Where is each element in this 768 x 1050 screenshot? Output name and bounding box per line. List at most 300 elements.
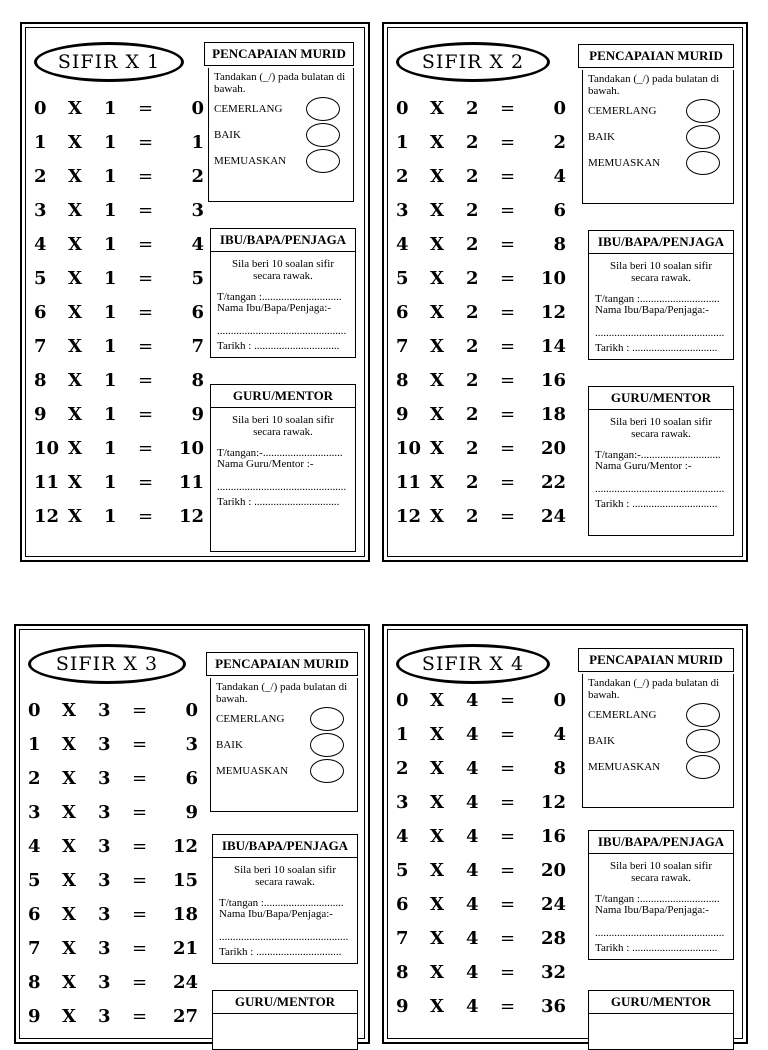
multiplier: 3: [98, 938, 111, 959]
rating-circle[interactable]: [310, 707, 344, 731]
multiplicand: 2: [34, 166, 47, 187]
multiplier: 2: [466, 234, 479, 255]
product: 20: [540, 860, 566, 881]
multiplier: 2: [466, 132, 479, 153]
multiplier: 2: [466, 166, 479, 187]
name-field[interactable]: ...............................................: [595, 928, 725, 939]
rating-option[interactable]: [588, 149, 728, 175]
rating-circle[interactable]: [686, 125, 720, 149]
name-label: Nama Ibu/Bapa/Penjaga:-: [219, 909, 333, 920]
table-row: [396, 466, 566, 500]
equals-sign: =: [500, 928, 516, 949]
multiplicand: 4: [396, 826, 409, 847]
multiplier: 4: [466, 724, 479, 745]
multiplicand: 10: [396, 438, 422, 459]
signature-field[interactable]: T/tangan:-.............................: [595, 450, 721, 461]
product: 7: [191, 336, 204, 357]
multiplier: 3: [98, 836, 111, 857]
equals-sign: =: [500, 98, 516, 119]
multiplier: 1: [104, 132, 117, 153]
rating-option[interactable]: [588, 97, 728, 123]
multiplicand: 8: [396, 962, 409, 983]
times-sign: X: [430, 962, 444, 983]
times-sign: X: [430, 860, 444, 881]
sifir-card: [14, 624, 370, 1044]
multiplier: 1: [104, 166, 117, 187]
product: 27: [172, 1006, 198, 1027]
times-sign: X: [430, 336, 444, 357]
product: 5: [191, 268, 204, 289]
multiplier: 2: [466, 302, 479, 323]
multiplicand: 9: [28, 1006, 41, 1027]
product: 6: [191, 302, 204, 323]
table-row: [34, 500, 204, 534]
times-sign: X: [430, 996, 444, 1017]
equals-sign: =: [138, 506, 154, 527]
table-row: [28, 796, 198, 830]
multiplicand: 4: [396, 234, 409, 255]
equals-sign: =: [132, 802, 148, 823]
product: 28: [540, 928, 566, 949]
table-row: [396, 752, 566, 786]
equals-sign: =: [132, 734, 148, 755]
product: 14: [540, 336, 566, 357]
pencapaian-heading: PENCAPAIAN MURID: [206, 652, 358, 676]
rating-label: CEMERLANG: [214, 103, 283, 115]
multiplicand: 2: [396, 166, 409, 187]
pencapaian-panel: [578, 648, 734, 808]
table-row: [396, 432, 566, 466]
times-sign: X: [430, 404, 444, 425]
rating-circle[interactable]: [310, 733, 344, 757]
multiplicand: 5: [396, 860, 409, 881]
multiplier: 3: [98, 802, 111, 823]
table-row: [34, 228, 204, 262]
name-field[interactable]: ...............................................: [217, 482, 347, 493]
product: 12: [540, 792, 566, 813]
product: 4: [191, 234, 204, 255]
table-row: [396, 888, 566, 922]
name-label: Nama Guru/Mentor :-: [217, 459, 314, 470]
rating-option[interactable]: [588, 701, 728, 727]
equals-sign: =: [138, 370, 154, 391]
rating-label: MEMUASKAN: [588, 761, 661, 773]
date-field[interactable]: Tarikh : ...............................: [217, 497, 340, 508]
equals-sign: =: [500, 792, 516, 813]
times-sign: X: [430, 438, 444, 459]
multiplicand: 7: [34, 336, 47, 357]
rating-label: CEMERLANG: [216, 713, 285, 725]
multiplicand: 0: [396, 690, 409, 711]
times-sign: X: [68, 234, 82, 255]
guru-panel-description: Sila beri 10 soalan sifir secara rawak.: [231, 414, 335, 438]
date-field[interactable]: Tarikh : ...............................: [595, 943, 718, 954]
product: 3: [191, 200, 204, 221]
multiplicand: 0: [34, 98, 47, 119]
product: 4: [553, 166, 566, 187]
times-sign: X: [62, 1006, 76, 1027]
multiplier: 4: [466, 758, 479, 779]
multiplicand: 6: [396, 894, 409, 915]
multiplicand: 10: [34, 438, 60, 459]
rating-circle[interactable]: [686, 755, 720, 779]
table-row: [28, 898, 198, 932]
card-title: SIFIR X 1: [34, 42, 184, 82]
table-row: [28, 932, 198, 966]
product: 10: [540, 268, 566, 289]
rating-option[interactable]: [216, 757, 352, 783]
times-sign: X: [62, 904, 76, 925]
times-sign: X: [62, 938, 76, 959]
pencapaian-body: [582, 674, 734, 808]
equals-sign: =: [500, 132, 516, 153]
rating-option[interactable]: [588, 753, 728, 779]
equals-sign: =: [138, 132, 154, 153]
parent-panel-heading: IBU/BAPA/PENJAGA: [213, 835, 357, 858]
table-row: [396, 990, 566, 1024]
rating-circle[interactable]: [686, 729, 720, 753]
rating-circle[interactable]: [306, 123, 340, 147]
times-sign: X: [430, 928, 444, 949]
times-sign: X: [62, 870, 76, 891]
table-row: [28, 762, 198, 796]
multiplicand: 3: [396, 200, 409, 221]
equals-sign: =: [138, 200, 154, 221]
rating-circle[interactable]: [306, 149, 340, 173]
signature-field[interactable]: T/tangan :.............................: [595, 294, 720, 305]
times-sign: X: [68, 302, 82, 323]
signature-field[interactable]: T/tangan:-.............................: [217, 448, 343, 459]
times-sign: X: [68, 506, 82, 527]
table-row: [396, 194, 566, 228]
date-field[interactable]: Tarikh : ...............................: [595, 343, 718, 354]
product: 3: [185, 734, 198, 755]
table-row: [396, 160, 566, 194]
equals-sign: =: [132, 700, 148, 721]
multiplier: 1: [104, 336, 117, 357]
product: 36: [540, 996, 566, 1017]
equals-sign: =: [132, 972, 148, 993]
product: 0: [553, 690, 566, 711]
times-sign: X: [430, 826, 444, 847]
equals-sign: =: [132, 904, 148, 925]
table-row: [396, 684, 566, 718]
table-row: [396, 364, 566, 398]
equals-sign: =: [500, 826, 516, 847]
multiplier: 1: [104, 268, 117, 289]
rating-circle[interactable]: [686, 703, 720, 727]
product: 8: [191, 370, 204, 391]
product: 21: [172, 938, 198, 959]
product: 2: [553, 132, 566, 153]
multiplier: 2: [466, 404, 479, 425]
times-sign: X: [62, 836, 76, 857]
equals-sign: =: [132, 836, 148, 857]
card-title: SIFIR X 3: [28, 644, 186, 684]
equals-sign: =: [132, 870, 148, 891]
multiplier: 4: [466, 690, 479, 711]
multiplier: 1: [104, 98, 117, 119]
pencapaian-instruction: Tandakan (_/) pada bulatan di bawah.: [214, 71, 346, 95]
multiplicand: 11: [34, 472, 60, 493]
multiplication-rows: [396, 684, 566, 1024]
table-row: [34, 126, 204, 160]
pencapaian-heading: PENCAPAIAN MURID: [578, 648, 734, 672]
multiplier: 1: [104, 200, 117, 221]
multiplicand: 8: [28, 972, 41, 993]
times-sign: X: [430, 894, 444, 915]
equals-sign: =: [500, 302, 516, 323]
equals-sign: =: [500, 724, 516, 745]
product: 2: [191, 166, 204, 187]
multiplicand: 3: [34, 200, 47, 221]
multiplicand: 3: [28, 802, 41, 823]
equals-sign: =: [500, 166, 516, 187]
times-sign: X: [430, 690, 444, 711]
times-sign: X: [430, 370, 444, 391]
product: 24: [172, 972, 198, 993]
multiplier: 1: [104, 472, 117, 493]
multiplicand: 6: [34, 302, 47, 323]
sifir-card: [20, 22, 370, 562]
parent-panel-description: Sila beri 10 soalan sifir secara rawak.: [609, 860, 713, 884]
product: 32: [540, 962, 566, 983]
multiplicand: 9: [396, 404, 409, 425]
product: 12: [172, 836, 198, 857]
rating-option[interactable]: [214, 95, 348, 121]
guru-panel-heading: GURU/MENTOR: [589, 387, 733, 410]
times-sign: X: [68, 166, 82, 187]
equals-sign: =: [138, 336, 154, 357]
rating-label: BAIK: [588, 735, 615, 747]
multiplicand: 4: [28, 836, 41, 857]
product: 22: [540, 472, 566, 493]
multiplicand: 3: [396, 792, 409, 813]
product: 6: [185, 768, 198, 789]
pencapaian-panel: [578, 44, 734, 204]
multiplicand: 0: [396, 98, 409, 119]
product: 4: [553, 724, 566, 745]
multiplicand: 0: [28, 700, 41, 721]
times-sign: X: [68, 336, 82, 357]
rating-option[interactable]: [216, 731, 352, 757]
equals-sign: =: [132, 1006, 148, 1027]
multiplier: 1: [104, 302, 117, 323]
signature-field[interactable]: T/tangan :.............................: [595, 894, 720, 905]
parent-panel-description: Sila beri 10 soalan sifir secara rawak.: [231, 258, 335, 282]
multiplicand: 2: [28, 768, 41, 789]
rating-option[interactable]: [214, 121, 348, 147]
equals-sign: =: [500, 404, 516, 425]
pencapaian-body: [210, 678, 358, 812]
table-row: [28, 830, 198, 864]
multiplier: 3: [98, 700, 111, 721]
equals-sign: =: [500, 472, 516, 493]
product: 16: [540, 826, 566, 847]
date-field[interactable]: Tarikh : ...............................: [219, 947, 342, 958]
multiplier: 4: [466, 792, 479, 813]
product: 12: [178, 506, 204, 527]
multiplicand: 12: [396, 506, 422, 527]
name-field[interactable]: ...............................................: [595, 328, 725, 339]
equals-sign: =: [500, 336, 516, 357]
rating-circle[interactable]: [310, 759, 344, 783]
table-row: [396, 854, 566, 888]
product: 10: [178, 438, 204, 459]
guru-panel: [588, 990, 734, 1050]
times-sign: X: [68, 404, 82, 425]
multiplier: 4: [466, 928, 479, 949]
table-row: [396, 786, 566, 820]
times-sign: X: [430, 792, 444, 813]
table-row: [34, 92, 204, 126]
name-field[interactable]: ...............................................: [595, 484, 725, 495]
product: 24: [540, 506, 566, 527]
table-row: [34, 194, 204, 228]
multiplicand: 8: [34, 370, 47, 391]
times-sign: X: [430, 234, 444, 255]
pencapaian-instruction: Tandakan (_/) pada bulatan di bawah.: [588, 677, 720, 701]
table-row: [396, 126, 566, 160]
rating-option[interactable]: [214, 147, 348, 173]
product: 12: [540, 302, 566, 323]
equals-sign: =: [138, 166, 154, 187]
guru-panel-description: Sila beri 10 soalan sifir secara rawak.: [609, 416, 713, 440]
equals-sign: =: [500, 860, 516, 881]
multiplicand: 12: [34, 506, 60, 527]
rating-circle[interactable]: [686, 151, 720, 175]
times-sign: X: [68, 200, 82, 221]
multiplier: 3: [98, 870, 111, 891]
table-row: [28, 1000, 198, 1034]
table-row: [396, 922, 566, 956]
multiplier: 2: [466, 200, 479, 221]
table-row: [28, 728, 198, 762]
table-row: [34, 398, 204, 432]
multiplicand: 9: [396, 996, 409, 1017]
product: 24: [540, 894, 566, 915]
signature-field[interactable]: T/tangan :.............................: [217, 292, 342, 303]
equals-sign: =: [500, 438, 516, 459]
table-row: [396, 820, 566, 854]
times-sign: X: [68, 268, 82, 289]
pencapaian-heading: PENCAPAIAN MURID: [204, 42, 354, 66]
rating-label: BAIK: [216, 739, 243, 751]
equals-sign: =: [500, 690, 516, 711]
times-sign: X: [430, 506, 444, 527]
product: 15: [172, 870, 198, 891]
multiplier: 3: [98, 1006, 111, 1027]
times-sign: X: [68, 438, 82, 459]
multiplication-rows: [396, 92, 566, 534]
pencapaian-body: [582, 70, 734, 204]
card-title: SIFIR X 4: [396, 644, 550, 684]
table-row: [396, 500, 566, 534]
table-row: [34, 296, 204, 330]
date-field[interactable]: Tarikh : ...............................: [217, 341, 340, 352]
rating-label: BAIK: [214, 129, 241, 141]
multiplier: 2: [466, 268, 479, 289]
name-field[interactable]: ...............................................: [219, 932, 349, 943]
guru-panel: [588, 386, 734, 536]
times-sign: X: [430, 724, 444, 745]
table-row: [34, 330, 204, 364]
rating-label: CEMERLANG: [588, 709, 657, 721]
sifir-card: [382, 22, 748, 562]
table-row: [34, 262, 204, 296]
product: 11: [178, 472, 204, 493]
rating-circle[interactable]: [306, 97, 340, 121]
multiplier: 4: [466, 962, 479, 983]
multiplier: 2: [466, 98, 479, 119]
equals-sign: =: [500, 200, 516, 221]
date-field[interactable]: Tarikh : ...............................: [595, 499, 718, 510]
table-row: [396, 262, 566, 296]
times-sign: X: [62, 802, 76, 823]
times-sign: X: [62, 972, 76, 993]
product: 9: [191, 404, 204, 425]
rating-option[interactable]: [588, 123, 728, 149]
multiplicand: 6: [28, 904, 41, 925]
parent-panel-description: Sila beri 10 soalan sifir secara rawak.: [609, 260, 713, 284]
pencapaian-instruction: Tandakan (_/) pada bulatan di bawah.: [216, 681, 348, 705]
sifir-card: [382, 624, 748, 1044]
pencapaian-instruction: Tandakan (_/) pada bulatan di bawah.: [588, 73, 720, 97]
multiplication-rows: [28, 694, 198, 1034]
multiplicand: 6: [396, 302, 409, 323]
table-row: [396, 398, 566, 432]
name-field[interactable]: ...............................................: [217, 326, 347, 337]
multiplier: 2: [466, 336, 479, 357]
multiplicand: 5: [396, 268, 409, 289]
equals-sign: =: [138, 302, 154, 323]
table-row: [28, 966, 198, 1000]
name-label: Nama Ibu/Bapa/Penjaga:-: [595, 305, 709, 316]
table-row: [34, 160, 204, 194]
rating-option[interactable]: [216, 705, 352, 731]
table-row: [396, 718, 566, 752]
card-title: SIFIR X 2: [396, 42, 550, 82]
table-row: [34, 466, 204, 500]
multiplicand: 1: [28, 734, 41, 755]
parent-panel: [588, 830, 734, 960]
table-row: [28, 864, 198, 898]
rating-option[interactable]: [588, 727, 728, 753]
multiplier: 1: [104, 234, 117, 255]
multiplicand: 5: [34, 268, 47, 289]
equals-sign: =: [132, 768, 148, 789]
product: 20: [540, 438, 566, 459]
guru-panel: [210, 384, 356, 552]
multiplicand: 9: [34, 404, 47, 425]
rating-circle[interactable]: [686, 99, 720, 123]
guru-panel: [212, 990, 358, 1050]
equals-sign: =: [500, 962, 516, 983]
table-row: [396, 330, 566, 364]
signature-field[interactable]: T/tangan :.............................: [219, 898, 344, 909]
parent-panel: [212, 834, 358, 964]
name-label: Nama Ibu/Bapa/Penjaga:-: [595, 905, 709, 916]
times-sign: X: [430, 200, 444, 221]
multiplier: 3: [98, 734, 111, 755]
product: 18: [540, 404, 566, 425]
multiplicand: 5: [28, 870, 41, 891]
multiplier: 1: [104, 438, 117, 459]
product: 6: [553, 200, 566, 221]
times-sign: X: [430, 98, 444, 119]
multiplier: 3: [98, 768, 111, 789]
times-sign: X: [68, 472, 82, 493]
